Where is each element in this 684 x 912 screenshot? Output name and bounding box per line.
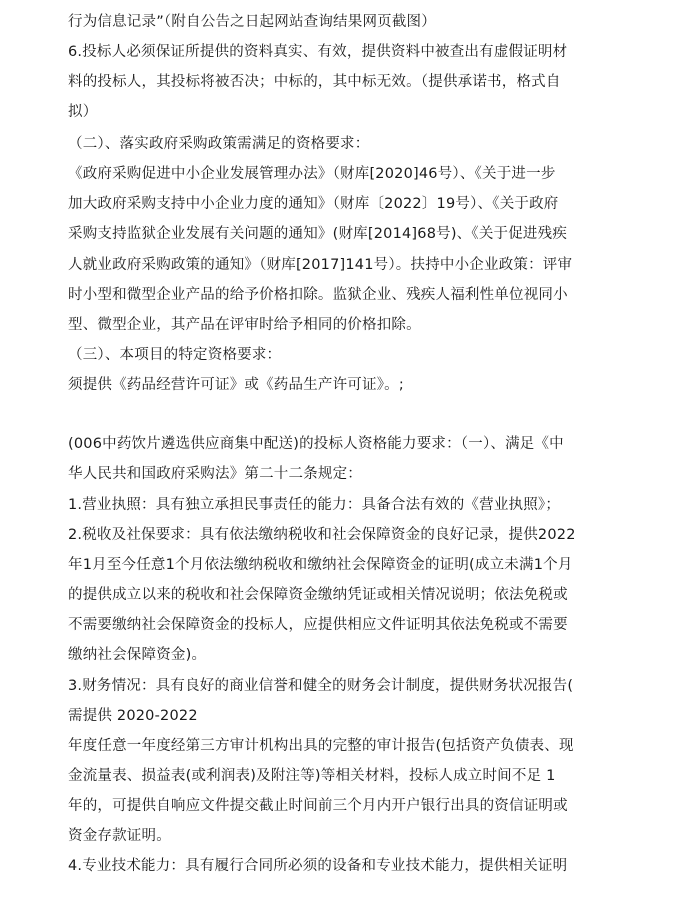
section-heading: （三）、本项目的特定资格要求：	[68, 347, 282, 363]
text-line: 需提供 2020-2022	[68, 708, 198, 724]
text-line: 行为信息记录”（附自公告之日起网站查询结果网页截图）	[68, 14, 436, 30]
text-line: 年的，可提供自响应文件提交截止时间前三个月内开户银行出具的资信证明或	[68, 798, 568, 814]
text-line: 4.专业技术能力：具有履行合同所必须的设备和专业技术能力，提供相关证明	[68, 858, 568, 874]
text-line: 6.投标人必须保证所提供的资料真实、有效，提供资料中被查出有虚假证明材	[68, 44, 568, 60]
text-line: 年1月至今任意1个月依法缴纳税收和缴纳社会保障资金的证明(成立未满1个月	[68, 557, 573, 573]
text-line: 2.税收及社保要求：具有依法缴纳税收和社会保障资金的良好记录，提供2022	[68, 527, 576, 543]
text-line: 型、微型企业，其产品在评审时给予相同的价格扣除。	[68, 317, 421, 333]
text-line: 年度任意一年度经第三方审计机构出具的完整的审计报告(包括资产负债表、现	[68, 738, 574, 754]
text-line: 人就业政府采购政策的通知》（财库[2017]141号）。扶持中小企业政策：评审	[68, 257, 573, 273]
text-line: 的提供成立以来的税收和社会保障资金缴纳凭证或相关情况说明；依法免税或	[68, 587, 568, 603]
text-line: 加大政府采购支持中小企业力度的通知》（财库〔2022〕19号）、《关于政府	[68, 196, 559, 212]
text-line: 金流量表、损益表(或利润表)及附注等)等相关材料，投标人成立时间不足 1	[68, 768, 556, 784]
text-line: 时小型和微型企业产品的给予价格扣除。监狱企业、残疾人福利性单位视同小	[68, 287, 568, 303]
text-line: 《政府采购促进中小企业发展管理办法》（财库[2020]46号）、《关于进一步	[68, 166, 556, 182]
text-line: 采购支持监狱企业发展有关问题的通知》(财库[2014]68号)、《关于促进残疾	[68, 226, 568, 242]
text-line: 拟）	[68, 104, 98, 120]
text-line: 1.营业执照：具有独立承担民事责任的能力：具备合法有效的《营业执照》；	[68, 497, 561, 513]
text-line: 料的投标人，其投标将被否决；中标的，其中标无效。（提供承诺书，格式自	[68, 74, 561, 90]
text-line: 缴纳社会保障资金)。	[68, 647, 207, 663]
section-heading: （二）、落实政府采购政策需满足的资格要求：	[68, 136, 370, 152]
text-line: 3.财务情况：具有良好的商业信誉和健全的财务会计制度，提供财务状况报告(	[68, 678, 574, 694]
text-line: 不需要缴纳社会保障资金的投标人，应提供相应文件证明其依法免税或不需要	[68, 617, 568, 633]
text-line: 须提供《药品经营许可证》或《药品生产许可证》。;	[68, 377, 404, 393]
text-line: 华人民共和国政府采购法》第二十二条规定：	[68, 466, 362, 482]
text-line: 资金存款证明。	[68, 828, 171, 844]
text-line: (006中药饮片遴选供应商集中配送)的投标人资格能力要求：（一）、满足《中	[68, 436, 564, 452]
